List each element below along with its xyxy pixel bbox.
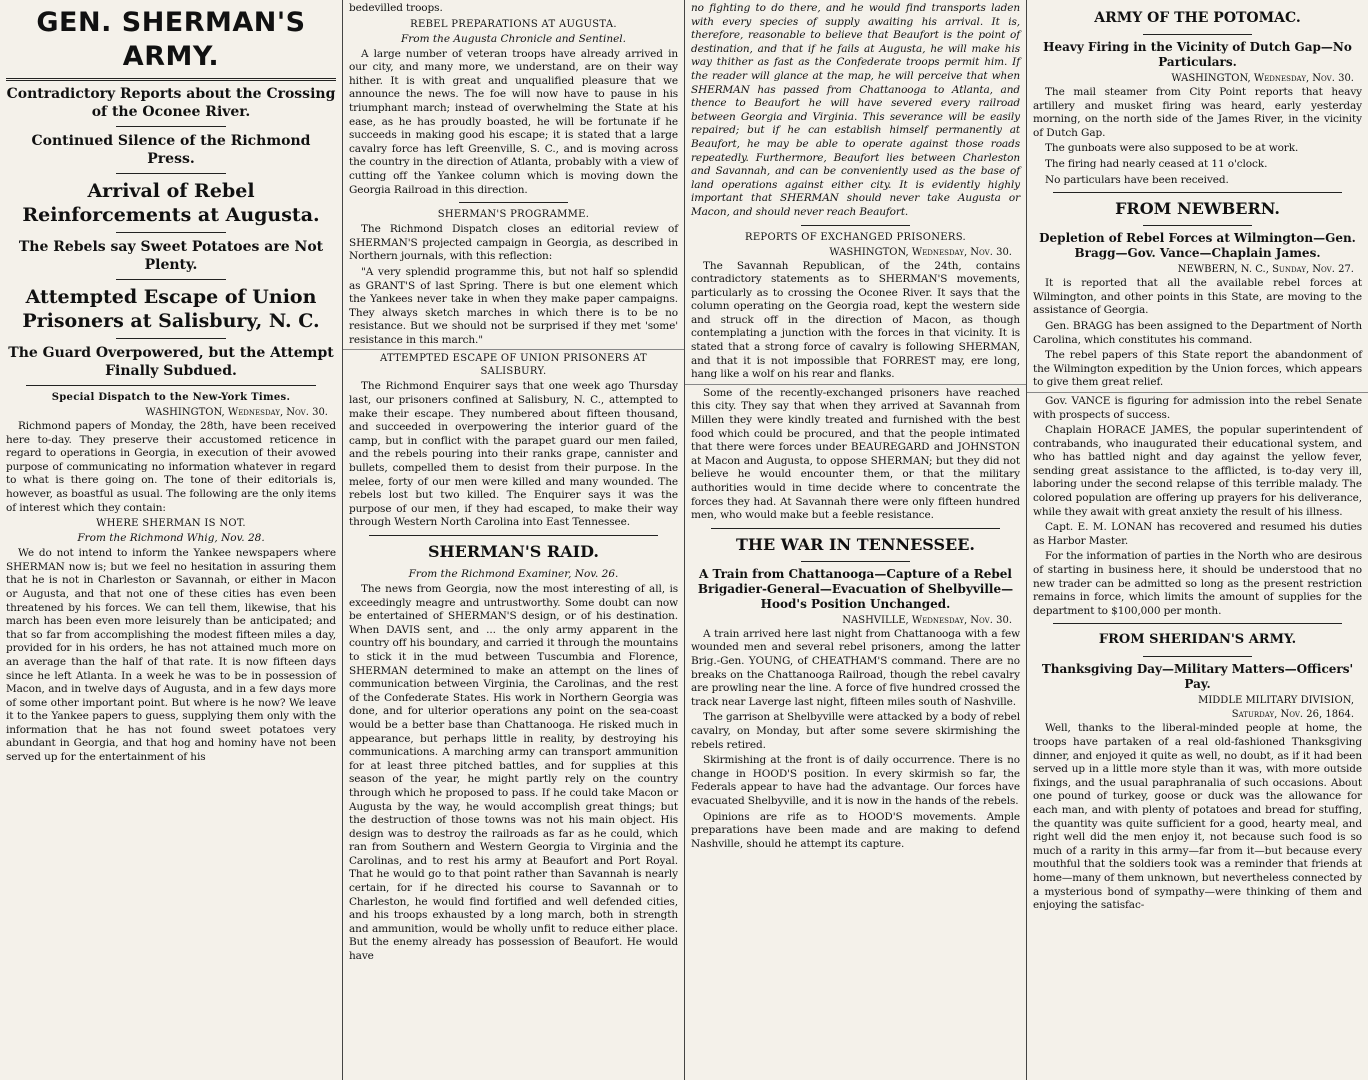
- divider: [1143, 656, 1252, 657]
- dateline: Saturday, Nov. 26, 1864.: [1231, 709, 1354, 721]
- article-paragraph: It is reported that all the available rebel forces at Wilmington, and other points in this State, are moving to the assistance of Georgia.: [1033, 277, 1362, 317]
- source-line: From the Augusta Chronicle and Sentinel.: [400, 32, 627, 45]
- subhead: REPORTS OF EXCHANGED PRISONERS.: [744, 231, 966, 243]
- divider: [116, 338, 226, 339]
- clipping-edge: [1027, 392, 1368, 393]
- article-paragraph: bedevilled troops.: [349, 2, 443, 14]
- divider: [116, 126, 226, 127]
- section-headline: FROM SHERIDAN'S ARMY.: [1098, 632, 1297, 648]
- article-paragraph: The Savannah Republican, of the 24th, contains contradictory statements as to SHERMAN'S movements, particularly as to crossing the Oconee River. It says that the column operating on the Georgia road, kept the western side and struck off in the direction of Macon, as though contemplating a junction with the forces in that vicinity. It is stated that a strong force of cavalry is following SHERMAN, and that it is not impossible that FORREST may, ere long, hang like a wolf on his rear and flanks.: [691, 259, 1020, 381]
- section-deck: Thanksgiving Day—Military Matters—Officers' Pay.: [1041, 662, 1354, 692]
- article-paragraph: The Richmond Enquirer says that one week ago Thursday last, our prisoners confined at Salisbury, N. C., attempted to make their escape. They numbered about fifteen thousand, and succeeded in overpowering the interior guard of the camp, but in conflict with the parapet guard our men failed, and the rebels pouring into their ranks grape, cannister and bullets, compelled them to desist from their purpose. In the melee, forty of our men were killed and many wounded. The rebels lost but two killed. The Enquirer says it was the purpose of our men, if they had escaped, to make their way through Western North Carolina into East Tennessee.: [349, 380, 678, 529]
- divider: [116, 232, 226, 233]
- section-deck: Heavy Firing in the Vicinity of Dutch Gap—No Particulars.: [1043, 40, 1352, 69]
- section-headline: SHERMAN'S RAID.: [427, 542, 599, 561]
- divider: [1143, 34, 1252, 35]
- dateline: NEWBERN, N. C., Sunday, Nov. 27.: [1177, 264, 1354, 276]
- dispatch-credit: Special Dispatch to the New-York Times.: [51, 392, 291, 403]
- section-headline: ARMY OF THE POTOMAC.: [1094, 10, 1301, 26]
- article-paragraph: No particulars have been received.: [1045, 173, 1229, 186]
- dateline: MIDDLE MILITARY DIVISION,: [1198, 695, 1354, 707]
- divider: [1053, 192, 1342, 193]
- article-paragraph: Opinions are rife as to HOOD'S movements. Ample preparations have been made and are making to defend Nashville, should he attempt its capture.: [691, 810, 1020, 850]
- divider: [116, 173, 226, 174]
- article-paragraph: The Richmond Dispatch closes an editorial review of SHERMAN'S projected campaign in Georgia, as described in Northern journals, with this reflection:: [349, 223, 678, 263]
- article-paragraph: Chaplain HORACE JAMES, the popular superintendent of contrabands, who inaugurated their educational system, and who has battled night and day against the yellow fever, sending great assistance to the afflicted, is to-day very ill, laboring under the second relapse of this terrible malady. The colored population are offering up prayers for his deliverance, while they await with great anxiety the result of his illness.: [1033, 424, 1362, 518]
- divider: [711, 528, 1000, 529]
- dateline: WASHINGTON, Wednesday, Nov. 30.: [829, 246, 1012, 258]
- deck-salisbury: Attempted Escape of Union Prisoners at Salisbury, N. C.: [22, 286, 320, 332]
- subhead: REBEL PREPARATIONS AT AUGUSTA.: [410, 18, 617, 30]
- section-headline: FROM NEWBERN.: [1115, 199, 1280, 219]
- article-paragraph: Gov. VANCE is figuring for admission into the rebel Senate with prospects of success.: [1033, 394, 1362, 421]
- section-deck: Depletion of Rebel Forces at Wilmington—Gen. Bragg—Gov. Vance—Chaplain James.: [1039, 231, 1356, 261]
- subhead: ATTEMPTED ESCAPE OF UNION PRISONERS AT SALISBURY.: [379, 353, 648, 378]
- section-deck: A Train from Chattanooga—Capture of a Rebel Brigadier-General—Evacuation of Shelbyville—Hood's Position Unchanged.: [697, 566, 1014, 611]
- deck-reinforcements: Arrival of Rebel Reinforcements at Augusta.: [22, 180, 320, 226]
- deck-guard: The Guard Overpowered, but the Attempt Finally Subdued.: [8, 345, 334, 379]
- article-paragraph: Gen. BRAGG has been assigned to the Department of North Carolina, which constitutes his command.: [1033, 319, 1362, 346]
- article-paragraph: "A very splendid programme this, but not half so splendid as GRANT'S of last Spring. There is but one element which the Yankees never take in when they make paper campaigns. They always sketch marches in which there is to be no resistance. But we should not be surprised if they met 'some' resistance in this march.": [349, 265, 678, 346]
- section-headline: THE WAR IN TENNESSEE.: [736, 534, 975, 554]
- column-3: [684, 0, 1026, 1080]
- divider: [459, 202, 568, 203]
- deck-sweet-potatoes: The Rebels say Sweet Potatoes are Not Plenty.: [18, 239, 324, 273]
- clipping-edge: [685, 384, 1026, 385]
- divider: [801, 225, 910, 226]
- dateline: WASHINGTON, Wednesday, Nov. 30.: [145, 407, 328, 418]
- main-headline: GEN. SHERMAN'S ARMY.: [36, 7, 306, 72]
- article-paragraph: A train arrived here last night from Chattanooga with a few wounded men and several rebel prisoners, among the latter Brig.-Gen. YOUNG, of CHEATHAM'S command. There are no breaks on the Chattanooga Railroad, though the rebel cavalry are prowling near the line. A force of five hundred crossed the track near Laverge last night, fifteen miles south of Nashville.: [691, 627, 1020, 708]
- article-paragraph: The mail steamer from City Point reports that heavy artillery and musket firing was heard, early yesterday morning, on the north side of the James River, in the vicinity of Dutch Gap.: [1033, 86, 1362, 139]
- source-line: From the Richmond Whig, Nov. 28.: [77, 532, 265, 545]
- article-paragraph: Some of the recently-exchanged prisoners have reached this city. They say that when they arrived at Savannah from Millen they were kindly treated and furnished with the best food which could be procured, and that the people intimated that there were forces under BEAUREGARD and JOHNSTON at Macon and Augusta, to oppose SHERMAN; but they did not believe he would encounter them, or that the military authorities would in time decide where to concentrate the forces they had. At Savannah there were only fifteen hundred men, who would make but a feeble resistance.: [691, 386, 1020, 522]
- divider: [6, 78, 336, 81]
- dateline: NASHVILLE, Wednesday, Nov. 30.: [842, 614, 1012, 626]
- article-paragraph: A large number of veteran troops have already arrived in our city, and many more, we understand, are on their way hither. It is with great and unqualified pleasure that we announce the news. The foe will now have to pause in his triumphant march; instead of overwhelming the State at his ease, as he has proudly boasted, he will be fortunate if he succeeds in making good his escape; it is stated that a large cavalry force has left Greenville, S. C., and is moving across the country in the direction of Atlanta, probably with a view of cutting off the Yankee column which is moving down the Georgia Railroad in this direction.: [349, 47, 678, 196]
- dateline: WASHINGTON, Wednesday, Nov. 30.: [1171, 73, 1354, 84]
- article-paragraph: no fighting to do there, and he would find transports laden with every species of supply awaiting his arrival. It is, therefore, reasonable to believe that Beaufort is the point of destination, and that if he fails at Augusta, he will make his way thither as fast as the Confederate troops permit him. If the reader will glance at the map, he will perceive that when SHERMAN has passed from Chattanooga to Atlanta, and thence to Beaufort he will have severed every railroad between Georgia and Virginia. This severance will be easily repaired; but if he can establish himself permanently at Beaufort, he may be able to operate against those roads repeatedly. Furthermore, Beaufort lies between Charleston and Savannah, and can be conveniently used as the base of land operations against either city. It is evidently highly important that SHERMAN should never take Augusta or Macon, and should never reach Beaufort.: [691, 2, 1020, 218]
- article-paragraph: For the information of parties in the North who are desirous of starting in business here, it should be understood that no new trader can be admitted so long as the present restriction remains in force, which limits the amount of supplies for the department to $100,000 per month.: [1033, 550, 1362, 617]
- column-1: [0, 0, 342, 1080]
- column-2: [342, 0, 684, 1080]
- deck-richmond-press: Continued Silence of the Richmond Press.: [31, 133, 311, 167]
- article-paragraph: Capt. E. M. LONAN has recovered and resumed his duties as Harbor Master.: [1033, 521, 1362, 547]
- article-paragraph: The gunboats were also supposed to be at work.: [1045, 142, 1299, 155]
- subhead: WHERE SHERMAN IS NOT.: [96, 518, 246, 530]
- divider: [1053, 623, 1342, 624]
- source-line: From the Richmond Examiner, Nov. 26.: [408, 568, 619, 580]
- article-paragraph: The rebel papers of this State report the abandonment of the Wilmington expedition by the Union forces, which appears to give them great relief.: [1033, 349, 1362, 389]
- divider: [369, 535, 658, 536]
- article-paragraph: Well, thanks to the liberal-minded people at home, the troops have partaken of a real old-fashioned Thanksgiving dinner, and enjoyed it quite as well, no doubt, as if it had been served up in a little more style than it was, with more outside fixings, and the usual paraphranalia of such occasions. About one pound of turkey, goose or duck was the allowance for each man, and with plenty of potatoes and bread for stuffing, the quantity was quite sufficient for a good, hearty meal, and right well did the men enjoy it, not because such food is so much of a rarity in this army—far from it—but because every mouthful that the soldiers took was a reminder that friends at home—many of them unknown, but nevertheless connected by a mysterious bond of sympathy—were thinking of them and enjoying the satisfac-: [1033, 722, 1362, 912]
- article-paragraph: The firing had nearly ceased at 11 o'clock.: [1045, 157, 1268, 170]
- divider: [116, 279, 226, 280]
- article-paragraph: Richmond papers of Monday, the 28th, have been received here to-day. They preserve their accustomed reticence in regard to operations in Georgia, in execution of their avowed purpose of communicating no information whatever in regard to what is there going on. The tone of their editorials is, however, as boastful as usual. The following are the only items of interest which they contain:: [6, 420, 336, 514]
- article-paragraph: Skirmishing at the front is of daily occurrence. There is no change in HOOD'S position. In every skirmish so far, the Federals appear to have had the advantage. Our forces have evacuated Shelbyville, and it is now in the hands of the rebels.: [691, 754, 1020, 807]
- article-paragraph: The news from Georgia, now the most interesting of all, is exceedingly meagre and untrustworthy. Some doubt can now be entertained of SHERMAN'S design, or of his destination. When DAVIS sent, and ... the only army apparent in the country off his boundary, and carried it through the mountains to stick it in the mud between Tuscumbia and Florence, SHERMAN determined to make an attempt on the lines of communication between Virginia, the Carolinas, and the rest of the Confederate States. His work in Northern Georgia was done, and for ulterior operations any point on the sea-coast would be a better base than Chattanooga. He risked much in appearance, but perhaps little in reality, by destroying his communications. A marching army can transport ammunition for at least three pitched battles, and for supplies at this season of the year, he might partly rely on the country through which he proposed to pass. If he could take Macon or Augusta by the way, he would accomplish great things; but the destruction of those towns was not his main object. His design was to destroy the railroads as far as he could, which ran from Southern and Western Georgia to Virginia and the Carolinas, and to rest his army at Beaufort and Port Royal. That he would go to that point rather than Savannah is nearly certain, for if he directed his course to Savannah or to Charleston, he would find fortified and well defended cities, and his troops exhausted by a long march, both in strength and ammunition, would be wholly unfit to reduce either place. But the enemy already has possession of Beaufort. He would have: [349, 583, 678, 963]
- divider: [801, 561, 910, 562]
- divider: [1143, 225, 1252, 226]
- clipping-edge: [343, 349, 684, 350]
- divider: [26, 385, 316, 386]
- article-paragraph: The garrison at Shelbyville were attacked by a body of rebel cavalry, on Monday, but after some severe skirmishing the rebels retired.: [691, 711, 1020, 751]
- subhead: SHERMAN'S PROGRAMME.: [437, 209, 590, 221]
- column-4: [1026, 0, 1368, 1080]
- deck-oconee: Contradictory Reports about the Crossing of the Oconee River.: [6, 86, 336, 120]
- article-paragraph: We do not intend to inform the Yankee newspapers where SHERMAN now is; but we feel no hesitation in assuring them that he is not in Charleston or Savannah, or either in Macon or Augusta, and that not one of these cities has even been threatened by his forces. We can tell them, likewise, that his march has been even more leisurely than be anticipated; and that so far from accomplishing the modest fifteen miles a day, provided for in his orders, he has not attained much more on an average than the half of that rate. It is now fifteen days since he left Atlanta. In a week he was to be in possession of Macon, and in twelve days of Augusta, and in a few days more of some other important point. But where is he now? We leave it to the Yankee papers to guess, supplying them only with the information that he has not found sweet potatoes very abundant in Georgia, and that hog and hominy have not been served up for the entertainment of his: [6, 547, 336, 764]
